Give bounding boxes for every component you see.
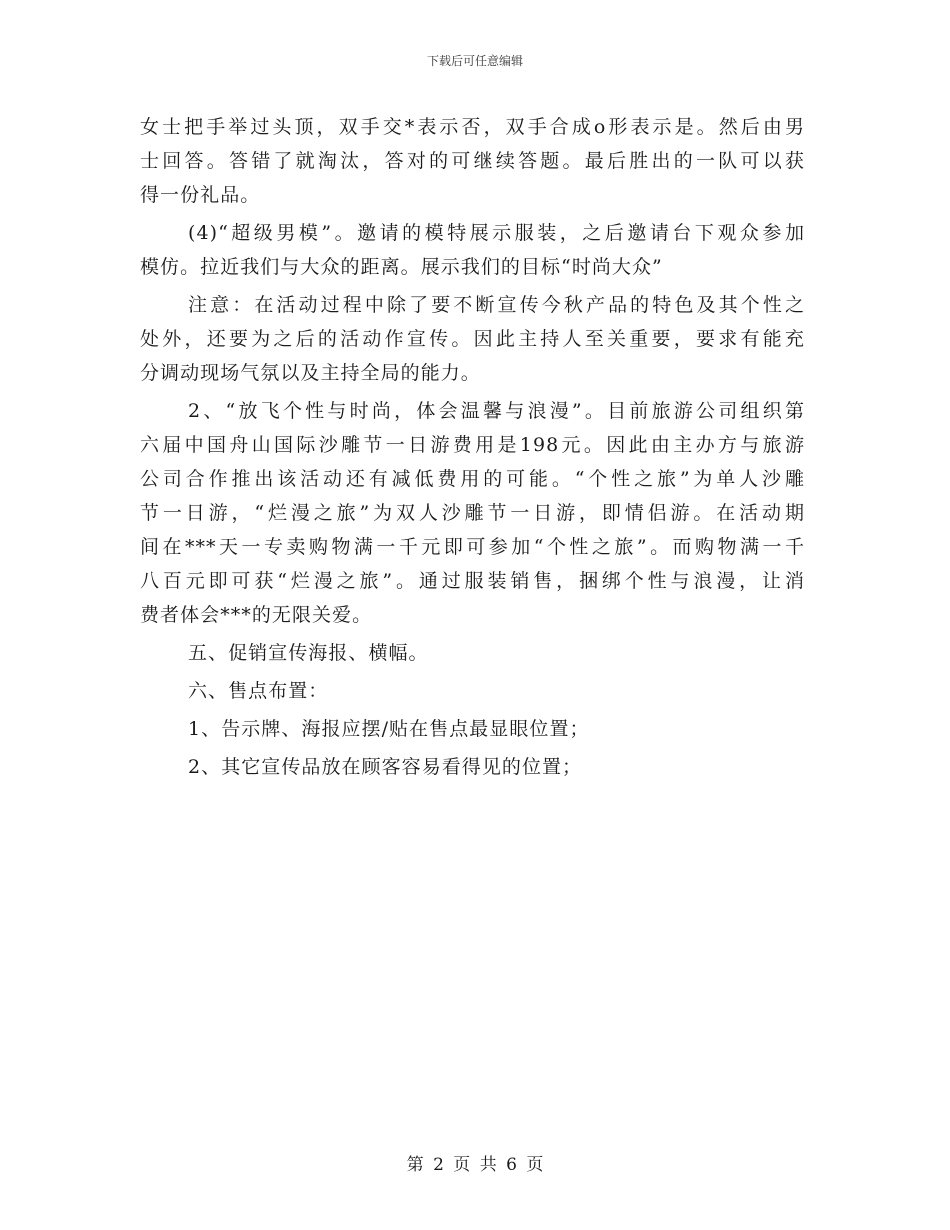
body-line: 处外，还要为之后的活动作宣传。因此主持人至关重要，要求有能充 [140, 328, 805, 350]
body-line: 女士把手举过头顶，双手交*表示否，双手合成o形表示是。然后由男 [140, 116, 805, 138]
list-item: 2、其它宣传品放在顾客容易看得见的位置； [188, 756, 583, 778]
body-line: 2、“放飞个性与时尚，体会温馨与浪漫”。目前旅游公司组织第 [188, 400, 805, 422]
page-number: 第 2 页 共 6 页 [406, 1155, 544, 1175]
body-line: 八百元即可获“烂漫之旅”。通过服装销售，捆绑个性与浪漫，让消 [140, 570, 805, 592]
body-line: 士回答。答错了就淘汰，答对的可继续答题。最后胜出的一队可以获 [140, 150, 805, 172]
body-line: 公司合作推出该活动还有减低费用的可能。“个性之旅”为单人沙雕 [140, 468, 805, 490]
body-line: (4)“超级男模”。邀请的模特展示服装，之后邀请台下观众参加 [188, 222, 805, 244]
body-line: 费者体会***的无限关爱。 [140, 604, 373, 626]
body-line: 模仿。拉近我们与大众的距离。展示我们的目标“时尚大众” [140, 256, 663, 278]
list-item: 1、告示牌、海报应摆/贴在售点最显眼位置； [188, 718, 590, 740]
body-line: 得一份礼品。 [140, 184, 261, 206]
body-line: 注意：在活动过程中除了要不断宣传今秋产品的特色及其个性之 [188, 294, 805, 316]
document-body [140, 110, 805, 784]
section-heading: 六、售点布置： [188, 680, 329, 702]
body-line: 六届中国舟山国际沙雕节一日游费用是198元。因此由主办方与旅游 [140, 434, 805, 456]
body-line: 间在***天一专卖购物满一千元即可参加“个性之旅”。而购物满一千 [140, 536, 805, 558]
body-line: 节一日游，“烂漫之旅”为双人沙雕节一日游，即情侣游。在活动期 [140, 502, 805, 524]
page-header: 下载后可任意编辑 [426, 54, 523, 68]
section-heading: 五、促销宣传海报、横幅。 [188, 642, 429, 664]
body-line: 分调动现场气氛以及主持全局的能力。 [140, 362, 481, 384]
